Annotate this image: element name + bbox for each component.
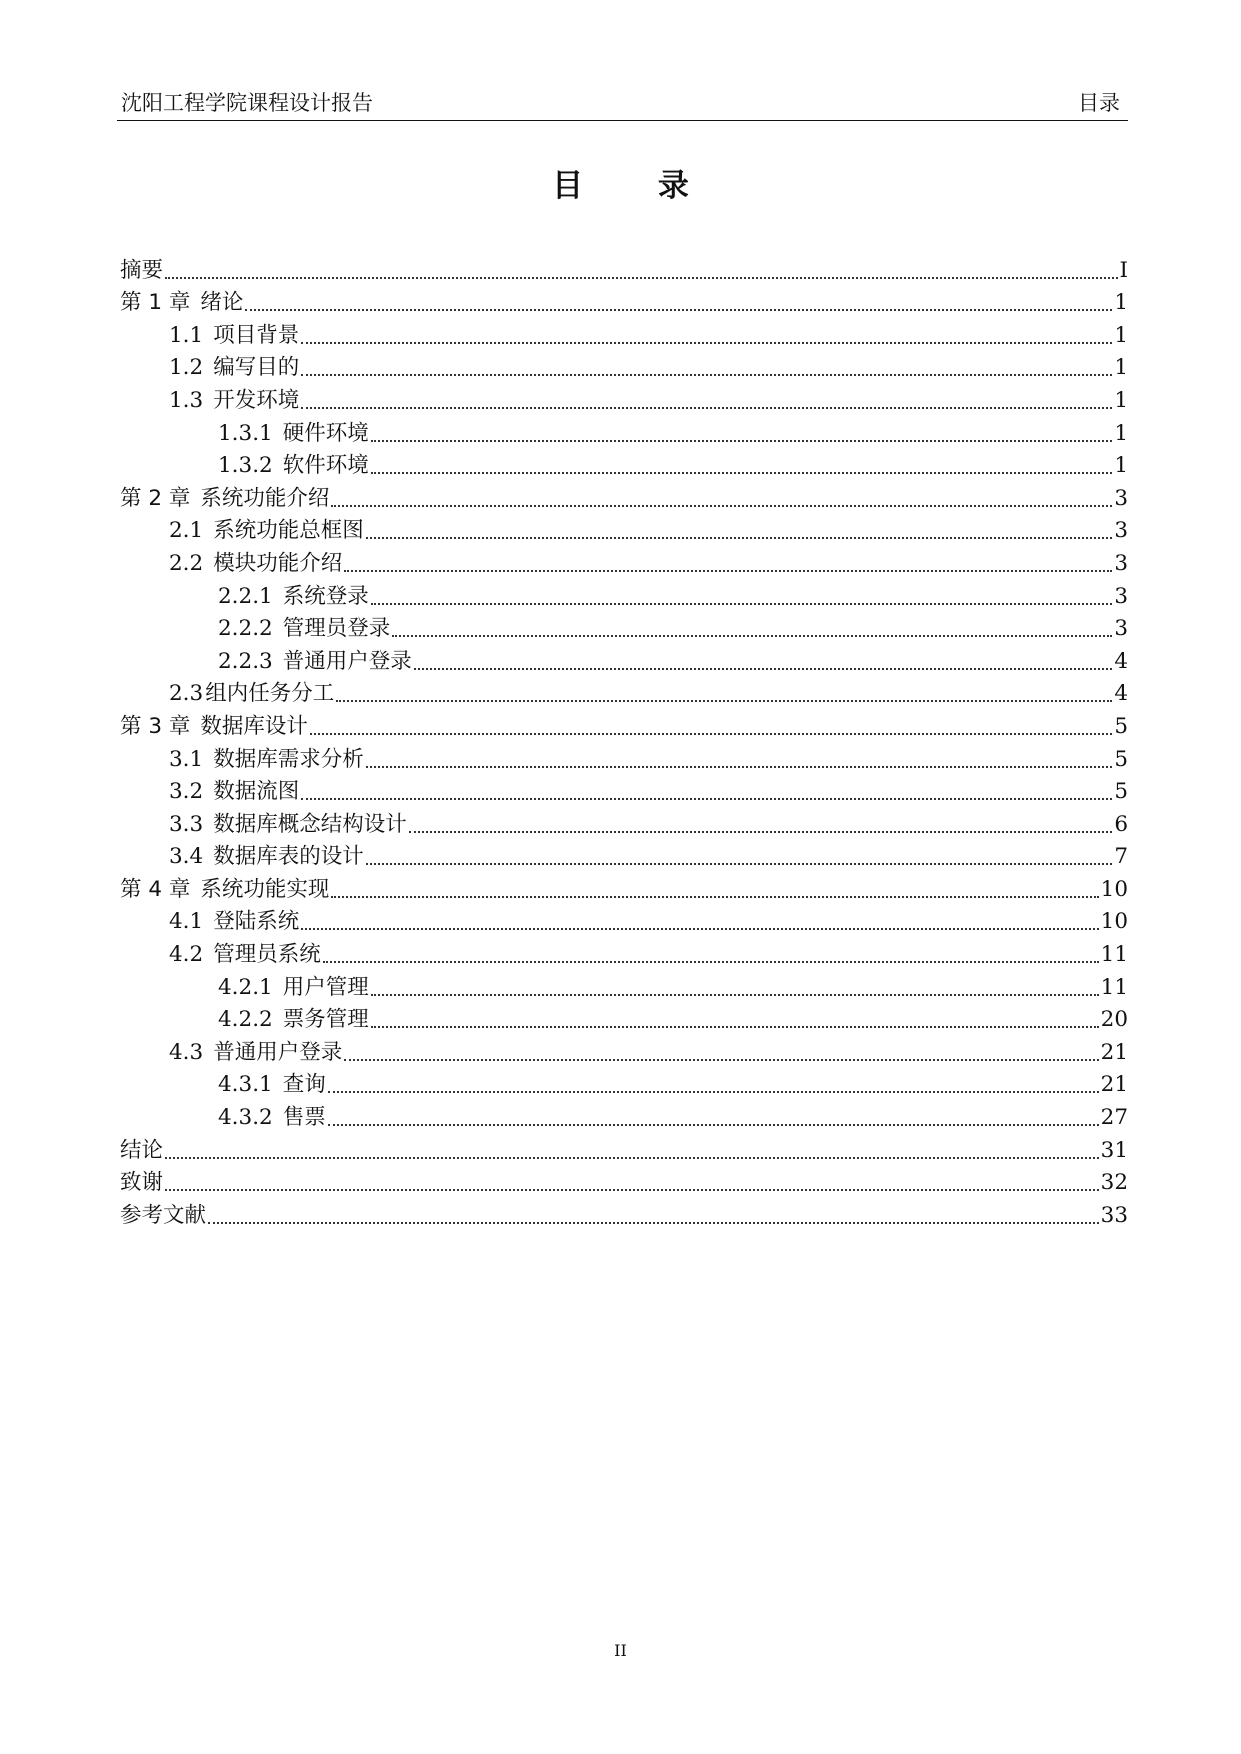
toc-entry-title: 管理员系统 bbox=[213, 942, 321, 968]
toc-entry-title: 数据库需求分析 bbox=[213, 746, 364, 772]
page-number: II bbox=[614, 1641, 627, 1660]
toc-entry-page: 11 bbox=[1100, 942, 1128, 968]
toc-entry[interactable] bbox=[120, 807, 1128, 840]
toc-entry-page: 3 bbox=[1114, 485, 1128, 511]
toc-entry-page: 20 bbox=[1100, 1007, 1128, 1033]
toc-entry-number: 2.2.3 bbox=[218, 648, 273, 674]
toc-entry-label bbox=[218, 973, 371, 1003]
toc-entry[interactable] bbox=[120, 514, 1128, 547]
page-header bbox=[117, 88, 1128, 118]
toc-leader-dots bbox=[344, 1059, 1098, 1061]
toc-entry-label bbox=[218, 451, 371, 481]
toc-entry[interactable] bbox=[120, 481, 1128, 514]
toc-entry-label bbox=[120, 288, 245, 318]
toc-leader-dots bbox=[409, 831, 1113, 833]
toc-entry-title: 系统功能总框图 bbox=[213, 518, 364, 544]
toc-entry-title: 用户管理 bbox=[282, 974, 369, 1000]
toc-entry-label bbox=[120, 875, 331, 905]
toc-leader-dots bbox=[371, 1026, 1099, 1028]
toc-entry-label bbox=[169, 777, 301, 807]
toc-entry-number: 第 1 章 bbox=[120, 290, 191, 316]
header-section-name: 目录 bbox=[1078, 91, 1120, 115]
toc-entry-number: 1.3.2 bbox=[218, 453, 273, 479]
toc-leader-dots bbox=[371, 603, 1113, 605]
toc-entry-number: 4.2.1 bbox=[218, 974, 273, 1000]
toc-entry-title: 查询 bbox=[282, 1072, 326, 1098]
toc-entry[interactable] bbox=[120, 612, 1128, 645]
toc-entry-page: 32 bbox=[1100, 1170, 1128, 1196]
toc-entry-number: 1.3.1 bbox=[218, 420, 273, 446]
toc-leader-dots bbox=[331, 505, 1112, 507]
toc-entry-label bbox=[169, 907, 301, 937]
toc-entry-number: 4.1 bbox=[169, 909, 204, 935]
toc-entry-title: 组内任务分工 bbox=[205, 681, 335, 707]
toc-title: 目 录 bbox=[552, 168, 721, 204]
toc-entry-label bbox=[169, 745, 366, 775]
toc-entry-page: 1 bbox=[1114, 322, 1128, 348]
toc-entry-page: 3 bbox=[1114, 550, 1128, 576]
toc-leader-dots bbox=[366, 766, 1113, 768]
toc-leader-dots bbox=[392, 635, 1112, 637]
toc-entry[interactable] bbox=[120, 383, 1128, 416]
toc-entry[interactable] bbox=[120, 416, 1128, 449]
toc-entry-page: 3 bbox=[1114, 583, 1128, 609]
toc-entry-title: 致谢 bbox=[120, 1170, 164, 1196]
toc-entry[interactable] bbox=[120, 1166, 1128, 1199]
toc-entry[interactable] bbox=[120, 579, 1128, 612]
toc-entry-page: 10 bbox=[1100, 909, 1128, 935]
toc-entry[interactable] bbox=[120, 1133, 1128, 1166]
toc-entry-label bbox=[218, 419, 371, 449]
toc-entry-label bbox=[169, 549, 344, 579]
toc-entry-number: 2.2 bbox=[169, 550, 204, 576]
toc-entry[interactable] bbox=[120, 253, 1128, 286]
toc-leader-dots bbox=[301, 928, 1098, 930]
toc-entry[interactable] bbox=[120, 775, 1128, 808]
toc-entry-number: 2.2.2 bbox=[218, 616, 273, 642]
toc-entry-label bbox=[169, 679, 336, 709]
toc-leader-dots bbox=[366, 537, 1113, 539]
toc-entry-title: 开发环境 bbox=[213, 387, 300, 413]
toc-entry-number: 1.1 bbox=[169, 322, 204, 348]
toc-leader-dots bbox=[328, 1091, 1099, 1093]
toc-entry-page: 5 bbox=[1114, 779, 1128, 805]
toc-entry-label bbox=[120, 256, 165, 286]
toc-entry-number: 3.3 bbox=[169, 811, 204, 837]
toc-entry[interactable] bbox=[120, 709, 1128, 742]
toc-leader-dots bbox=[165, 1189, 1099, 1191]
toc-leader-dots bbox=[310, 733, 1112, 735]
toc-leader-dots bbox=[328, 1124, 1099, 1126]
toc-entry-label bbox=[169, 353, 301, 383]
toc-entry-label bbox=[169, 516, 366, 546]
toc-leader-dots bbox=[208, 1222, 1099, 1224]
toc-entry-label bbox=[120, 484, 331, 514]
toc-entry-label bbox=[120, 1136, 165, 1166]
toc-entry-label bbox=[120, 1168, 165, 1198]
toc-entry[interactable] bbox=[120, 1035, 1128, 1068]
toc-entry-number: 第 2 章 bbox=[120, 485, 191, 511]
toc-entry-title: 票务管理 bbox=[282, 1007, 369, 1033]
toc-entry-page: 10 bbox=[1100, 876, 1128, 902]
toc-entry-title: 登陆系统 bbox=[213, 909, 300, 935]
toc-entry[interactable] bbox=[120, 546, 1128, 579]
toc-entry-label bbox=[169, 321, 301, 351]
toc-entry-number: 4.2 bbox=[169, 942, 204, 968]
toc-entry-page: I bbox=[1119, 257, 1128, 283]
toc-leader-dots bbox=[371, 472, 1113, 474]
toc-entry[interactable] bbox=[120, 318, 1128, 351]
toc-entry[interactable] bbox=[120, 1003, 1128, 1036]
toc-entry-label bbox=[218, 614, 392, 644]
toc-entry[interactable] bbox=[120, 1198, 1128, 1231]
toc-entry-title: 系统功能实现 bbox=[200, 876, 330, 902]
toc-entry-page: 6 bbox=[1114, 811, 1128, 837]
toc-entry-number: 3.4 bbox=[169, 844, 204, 870]
toc-entry-label bbox=[218, 1103, 328, 1133]
toc-entry-number: 4.3 bbox=[169, 1039, 204, 1065]
toc-entry-label bbox=[218, 582, 371, 612]
toc-entry-page: 31 bbox=[1100, 1137, 1128, 1163]
toc-leader-dots bbox=[366, 863, 1113, 865]
toc-leader-dots bbox=[165, 1157, 1099, 1159]
toc-entry-title: 数据库表的设计 bbox=[213, 844, 364, 870]
toc-leader-dots bbox=[344, 570, 1112, 572]
toc-entry[interactable] bbox=[120, 970, 1128, 1003]
toc-entry-label bbox=[169, 940, 323, 970]
toc-entry-title: 结论 bbox=[120, 1137, 164, 1163]
toc-entry[interactable] bbox=[120, 449, 1128, 482]
toc-entry-label bbox=[120, 1201, 208, 1231]
toc-leader-dots bbox=[301, 374, 1112, 376]
toc-leader-dots bbox=[371, 994, 1099, 996]
table-of-contents bbox=[120, 253, 1128, 1231]
toc-entry[interactable] bbox=[120, 351, 1128, 384]
toc-entry-title: 数据流图 bbox=[213, 779, 300, 805]
toc-leader-dots bbox=[336, 700, 1112, 702]
toc-entry-label bbox=[169, 810, 409, 840]
toc-entry[interactable] bbox=[120, 677, 1128, 710]
toc-entry-label bbox=[218, 1005, 371, 1035]
toc-entry-title: 软件环境 bbox=[282, 453, 369, 479]
toc-entry-page: 7 bbox=[1114, 844, 1128, 870]
toc-entry-number: 4.2.2 bbox=[218, 1007, 273, 1033]
toc-entry-page: 21 bbox=[1100, 1039, 1128, 1065]
toc-entry[interactable] bbox=[120, 286, 1128, 319]
toc-entry[interactable] bbox=[120, 742, 1128, 775]
toc-entry-page: 3 bbox=[1114, 518, 1128, 544]
toc-entry-title: 售票 bbox=[282, 1105, 326, 1131]
toc-entry-title: 项目背景 bbox=[213, 322, 300, 348]
toc-entry-page: 1 bbox=[1114, 453, 1128, 479]
toc-entry-number: 2.3 bbox=[169, 681, 204, 707]
toc-entry-number: 2.2.1 bbox=[218, 583, 273, 609]
toc-entry[interactable] bbox=[120, 872, 1128, 905]
toc-entry-number: 4.3.1 bbox=[218, 1072, 273, 1098]
toc-entry-title: 系统登录 bbox=[282, 583, 369, 609]
toc-entry-title: 数据库概念结构设计 bbox=[213, 811, 407, 837]
toc-entry-label bbox=[169, 386, 301, 416]
toc-entry-number: 4.3.2 bbox=[218, 1105, 273, 1131]
toc-entry-title: 系统功能介绍 bbox=[200, 485, 330, 511]
toc-entry[interactable] bbox=[120, 1068, 1128, 1101]
toc-leader-dots bbox=[414, 668, 1113, 670]
toc-entry-label bbox=[218, 1070, 328, 1100]
toc-entry-title: 数据库设计 bbox=[200, 713, 308, 739]
toc-entry-number: 3.2 bbox=[169, 779, 204, 805]
toc-entry-number: 3.1 bbox=[169, 746, 204, 772]
toc-entry-page: 1 bbox=[1114, 290, 1128, 316]
toc-entry-page: 4 bbox=[1114, 681, 1128, 707]
toc-entry[interactable] bbox=[120, 840, 1128, 873]
header-rule bbox=[117, 120, 1128, 121]
toc-entry-title: 参考文献 bbox=[120, 1202, 207, 1228]
toc-entry-number: 1.2 bbox=[169, 355, 204, 381]
toc-entry-title: 模块功能介绍 bbox=[213, 550, 343, 576]
toc-leader-dots bbox=[165, 277, 1117, 279]
toc-entry-page: 21 bbox=[1100, 1072, 1128, 1098]
toc-leader-dots bbox=[245, 309, 1112, 311]
toc-entry-title: 普通用户登录 bbox=[213, 1039, 343, 1065]
toc-entry-number: 第 3 章 bbox=[120, 713, 191, 739]
toc-entry-title: 摘要 bbox=[120, 257, 164, 283]
header-report-title: 沈阳工程学院课程设计报告 bbox=[121, 91, 373, 115]
toc-entry-page: 4 bbox=[1114, 648, 1128, 674]
toc-entry-page: 11 bbox=[1100, 974, 1128, 1000]
toc-entry-page: 5 bbox=[1114, 713, 1128, 739]
toc-entry-title: 硬件环境 bbox=[282, 420, 369, 446]
toc-entry-title: 普通用户登录 bbox=[282, 648, 412, 674]
toc-entry-label bbox=[169, 1038, 344, 1068]
toc-entry-label bbox=[169, 842, 366, 872]
toc-leader-dots bbox=[323, 961, 1099, 963]
toc-entry-page: 1 bbox=[1114, 387, 1128, 413]
toc-leader-dots bbox=[331, 896, 1098, 898]
toc-entry-page: 5 bbox=[1114, 746, 1128, 772]
toc-entry[interactable] bbox=[120, 1100, 1128, 1133]
toc-leader-dots bbox=[371, 440, 1113, 442]
toc-entry-page: 33 bbox=[1100, 1202, 1128, 1228]
toc-entry-number: 第 4 章 bbox=[120, 876, 191, 902]
toc-leader-dots bbox=[301, 798, 1112, 800]
toc-entry-label bbox=[218, 647, 414, 677]
toc-entry-number: 2.1 bbox=[169, 518, 204, 544]
toc-entry-label bbox=[120, 712, 310, 742]
toc-entry-page: 3 bbox=[1114, 616, 1128, 642]
toc-leader-dots bbox=[301, 407, 1112, 409]
toc-entry[interactable] bbox=[120, 905, 1128, 938]
toc-entry-page: 1 bbox=[1114, 420, 1128, 446]
toc-entry-page: 1 bbox=[1114, 355, 1128, 381]
toc-entry[interactable] bbox=[120, 644, 1128, 677]
toc-entry-page: 27 bbox=[1100, 1105, 1128, 1131]
toc-entry-title: 编写目的 bbox=[213, 355, 300, 381]
toc-entry[interactable] bbox=[120, 937, 1128, 970]
toc-entry-number: 1.3 bbox=[169, 387, 204, 413]
toc-entry-title: 管理员登录 bbox=[282, 616, 391, 642]
toc-entry-title: 绪论 bbox=[200, 290, 244, 316]
toc-leader-dots bbox=[301, 342, 1112, 344]
